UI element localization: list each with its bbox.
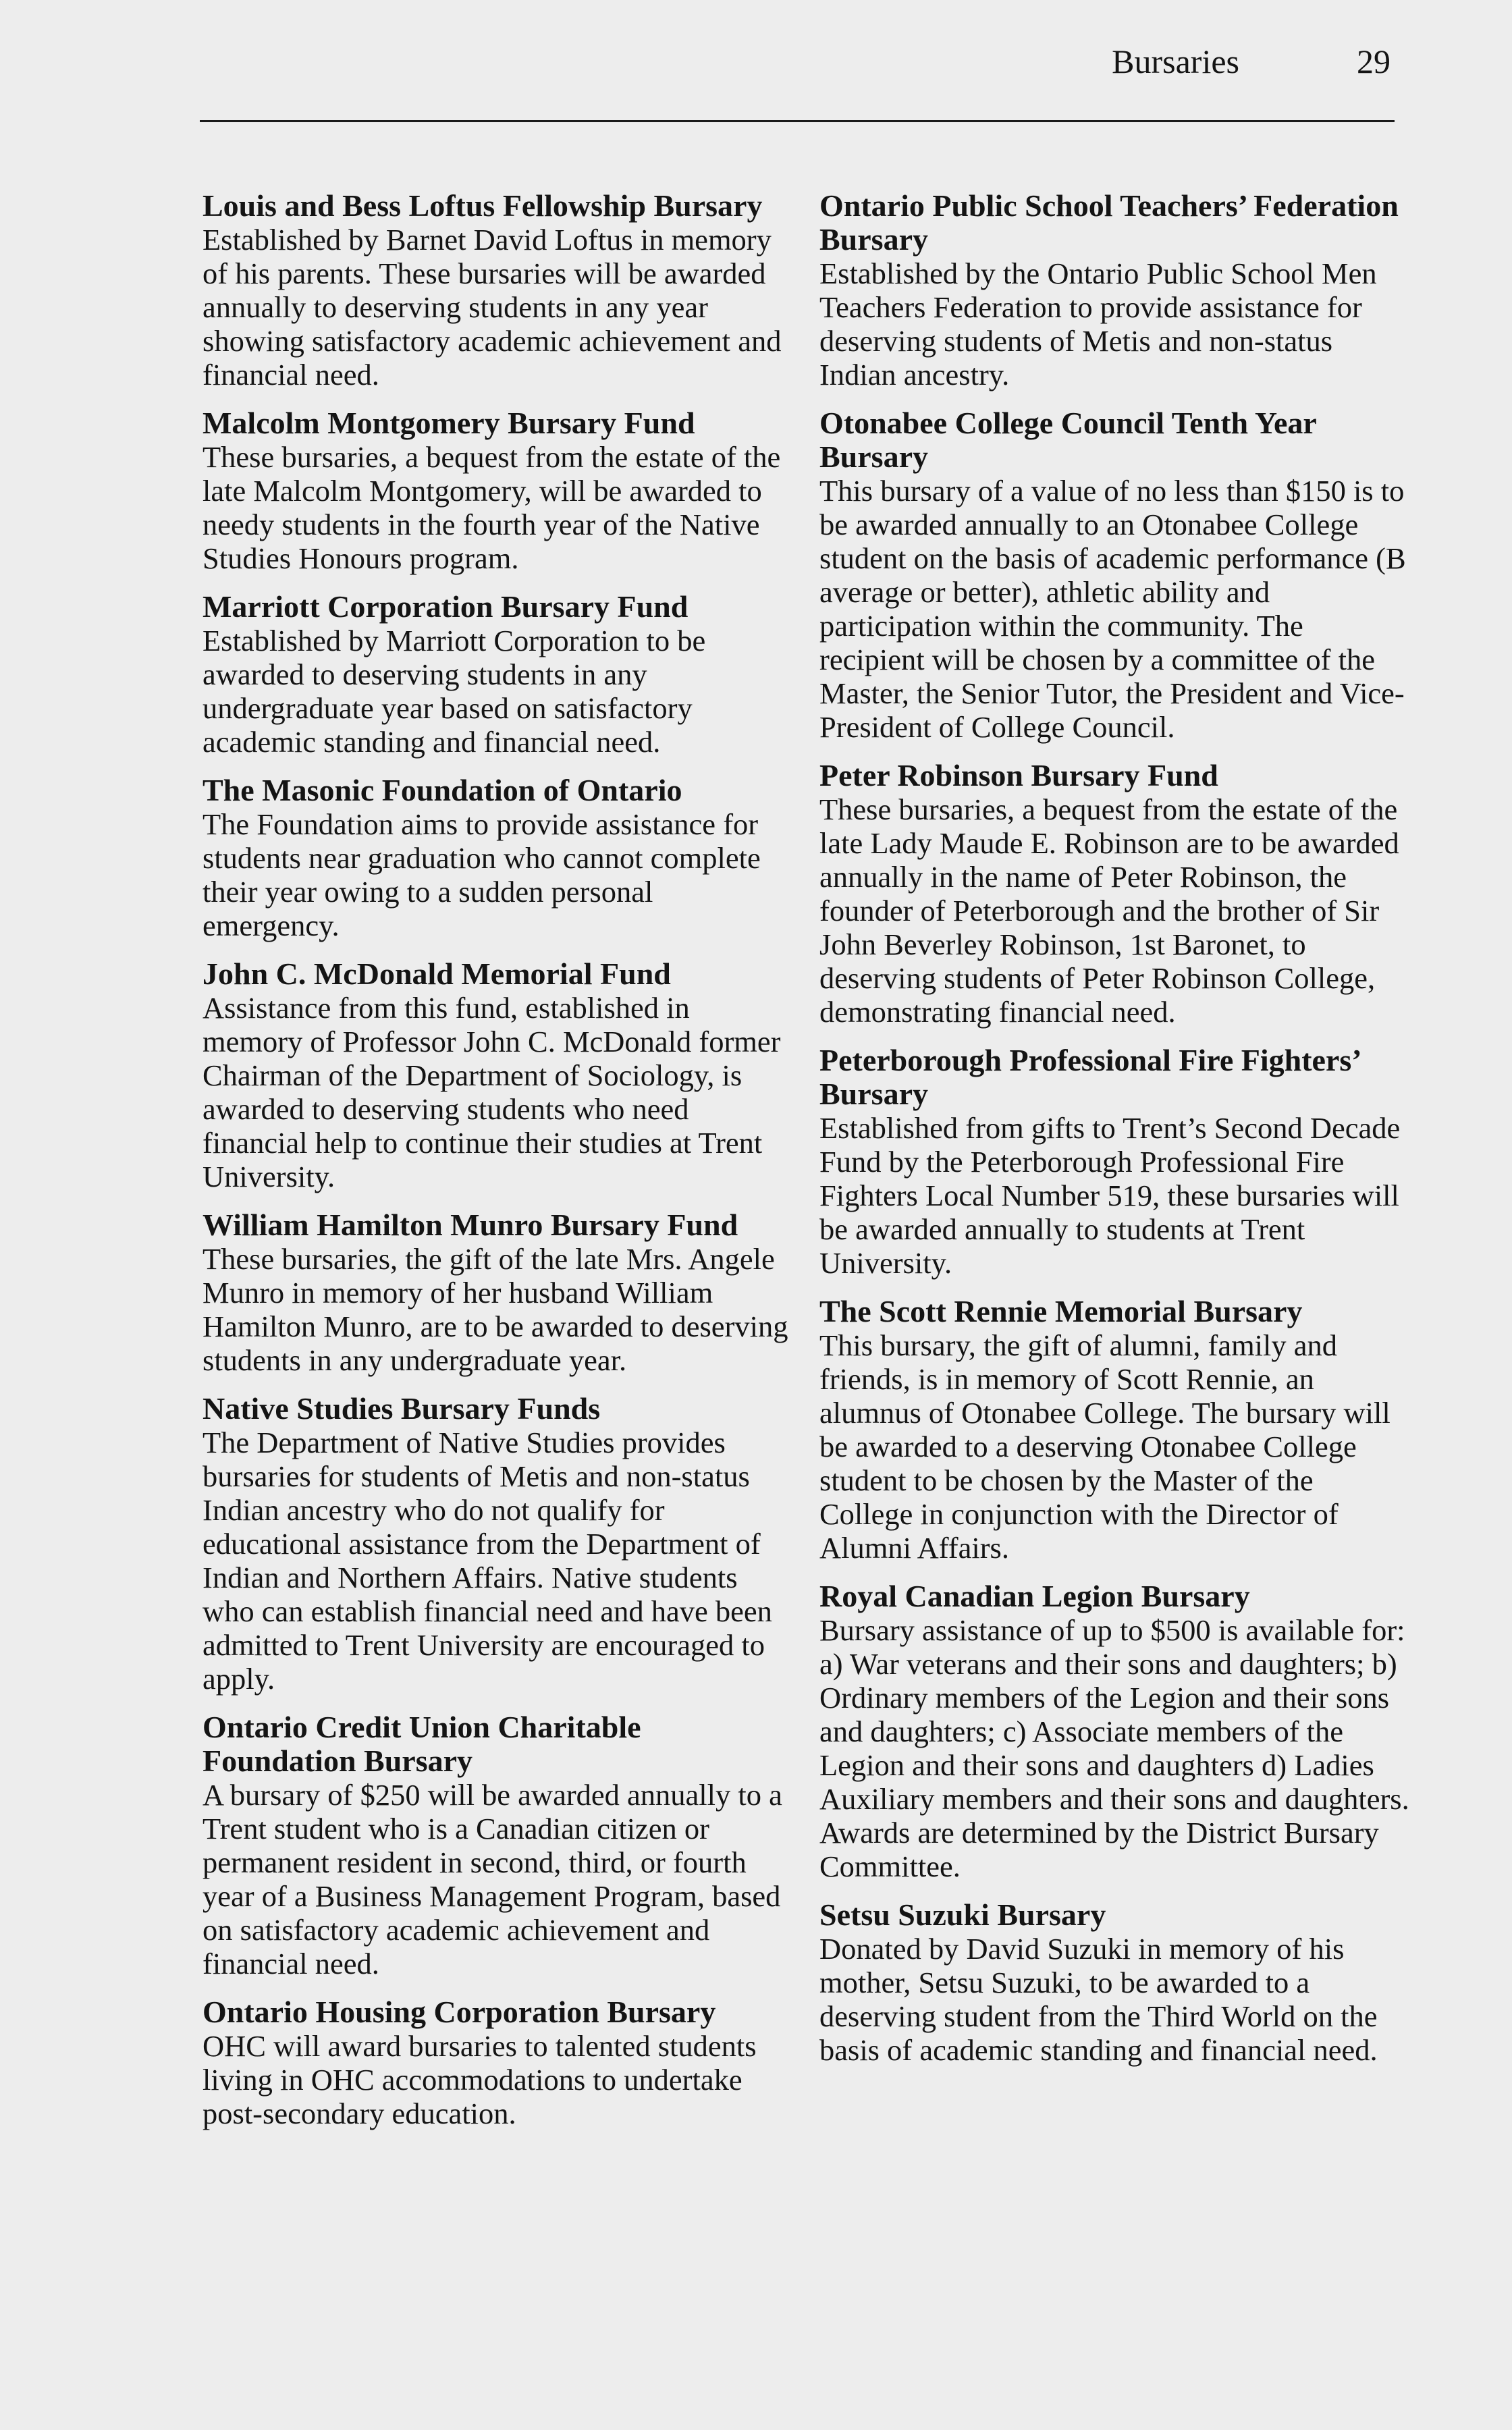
entry-body: OHC will award bursaries to talented students living in OHC accommodations to undertake post-secondary education. <box>202 2029 757 2130</box>
bursary-entry-suzuki <box>819 1898 1413 2067</box>
entry-body: Established by Marriott Corporation to be awarded to deserving students in any undergraduate year based on satisfactory academic standing and financial need. <box>202 624 706 759</box>
entry-body: The Department of Native Studies provides bursaries for students of Metis and non-status Indian ancestry who do not qualify for educational assistance from the Department of Indian and Northern Affairs. Native students who can establish financial need and have been admitted to Trent University are encouraged to apply. <box>202 1426 772 1696</box>
entry-title: Otonabee College Council Tenth Year Bursary <box>819 406 1317 474</box>
bursary-entry-marriott <box>202 590 796 759</box>
running-header <box>200 39 1395 86</box>
entry-title: Ontario Credit Union Charitable Foundation Bursary <box>202 1710 641 1778</box>
header-rule <box>200 120 1395 122</box>
right-column <box>819 189 1413 2082</box>
entry-body: Established by Barnet David Loftus in memory of his parents. These bursaries will be awarded annually to deserving students in any year showing satisfactory academic achievement and financial need. <box>202 223 782 392</box>
entry-title: The Scott Rennie Memorial Bursary <box>819 1294 1303 1328</box>
entry-title: Marriott Corporation Bursary Fund <box>202 589 688 624</box>
entry-title: Native Studies Bursary Funds <box>202 1391 601 1426</box>
entry-title: Peter Robinson Bursary Fund <box>819 758 1218 792</box>
entry-title: The Masonic Foundation of Ontario <box>202 773 682 807</box>
bursary-entry-credit-union <box>202 1710 796 1980</box>
bursary-entry-munro <box>202 1208 796 1377</box>
entry-body: Established by the Ontario Public School Men Teachers Federation to provide assistance for deserving students of Metis and non-status Indian ancestry. <box>819 256 1377 392</box>
bursary-entry-masonic <box>202 774 796 942</box>
entry-body: The Foundation aims to provide assistance for students near graduation who cannot complete their year owing to a sudden personal emergency. <box>202 807 761 942</box>
page-number: 29 <box>1357 43 1390 80</box>
bursary-entry-mcdonald <box>202 957 796 1193</box>
entry-title: Ontario Housing Corporation Bursary <box>202 1995 716 2029</box>
bursary-entry-loftus <box>202 189 796 392</box>
entry-title: Setsu Suzuki Bursary <box>819 1897 1106 1932</box>
bursary-entry-montgomery <box>202 406 796 575</box>
entry-body: Donated by David Suzuki in memory of his mother, Setsu Suzuki, to be awarded to a deserving student from the Third World on the basis of academic standing and financial need. <box>819 1932 1378 2067</box>
left-column <box>202 189 796 2145</box>
entry-title: William Hamilton Munro Bursary Fund <box>202 1208 738 1242</box>
header-title: Bursaries <box>1112 43 1239 80</box>
entry-title: Royal Canadian Legion Bursary <box>819 1579 1250 1613</box>
bursary-entry-fire-fighters <box>819 1044 1413 1280</box>
entry-body: These bursaries, a bequest from the estate of the late Lady Maude E. Robinson are to be awarded annually in the name of Peter Robinson, the founder of Peterborough and the brother of Sir John Beverley Robinson, 1st Baronet, to deserving students of Peter Robinson College, demonstrating financial need. <box>819 792 1399 1029</box>
entry-body: Established from gifts to Trent’s Second Decade Fund by the Peterborough Professional Fire Fighters Local Number 519, these bursaries will be awarded annually to students at Trent University. <box>819 1111 1401 1280</box>
bursary-entry-scott-rennie <box>819 1295 1413 1565</box>
entry-body: Assistance from this fund, established in memory of Professor John C. McDonald former Chairman of the Department of Sociology, is awarded to deserving students who need financial help to continue their studies at Trent University. <box>202 991 781 1193</box>
entry-body: These bursaries, the gift of the late Mrs. Angele Munro in memory of her husband William Hamilton Munro, are to be awarded to deserving students in any undergraduate year. <box>202 1242 788 1377</box>
entry-title: Malcolm Montgomery Bursary Fund <box>202 406 695 440</box>
bursary-entry-peter-robinson <box>819 759 1413 1029</box>
bursary-entry-native-studies <box>202 1392 796 1696</box>
entry-body: A bursary of $250 will be awarded annually to a Trent student who is a Canadian citizen or permanent resident in second, third, or fourth year of a Business Management Program, based on satisfactory academic achievement and financial need. <box>202 1778 782 1980</box>
bursary-entry-ohc <box>202 1995 796 2130</box>
bursary-entry-otonabee-council <box>819 406 1413 744</box>
entry-title: Louis and Bess Loftus Fellowship Bursary <box>202 188 763 223</box>
entry-body: This bursary of a value of no less than $150 is to be awarded annually to an Otonabee College student on the basis of academic performance (B average or better), athletic ability and participation within the community. The recipient will be chosen by a committee of the Master, the Senior Tutor, the President and Vice-President of College Council. <box>819 474 1406 744</box>
entry-title: Peterborough Professional Fire Fighters’ Bursary <box>819 1043 1360 1111</box>
bursary-entry-opstf <box>819 189 1413 392</box>
entry-title: Ontario Public School Teachers’ Federation Bursary <box>819 188 1399 256</box>
entry-body: This bursary, the gift of alumni, family and friends, is in memory of Scott Rennie, an alumnus of Otonabee College. The bursary will be awarded to a deserving Otonabee College student to be chosen by the Master of the College in conjunction with the Director of Alumni Affairs. <box>819 1328 1390 1565</box>
entry-title: John C. McDonald Memorial Fund <box>202 956 671 991</box>
entry-body: Bursary assistance of up to $500 is available for: a) War veterans and their sons and daughters; b) Ordinary members of the Legion and their sons and daughters; c) Associate members of the Legion and their sons and daughters d) Ladies Auxiliary members and their sons and daughters. Awards are determined by the District Bursary Committee. <box>819 1613 1409 1883</box>
bursary-entry-royal-legion <box>819 1580 1413 1883</box>
entry-body: These bursaries, a bequest from the estate of the late Malcolm Montgomery, will be awarded to needy students in the fourth year of the Native Studies Honours program. <box>202 440 781 575</box>
